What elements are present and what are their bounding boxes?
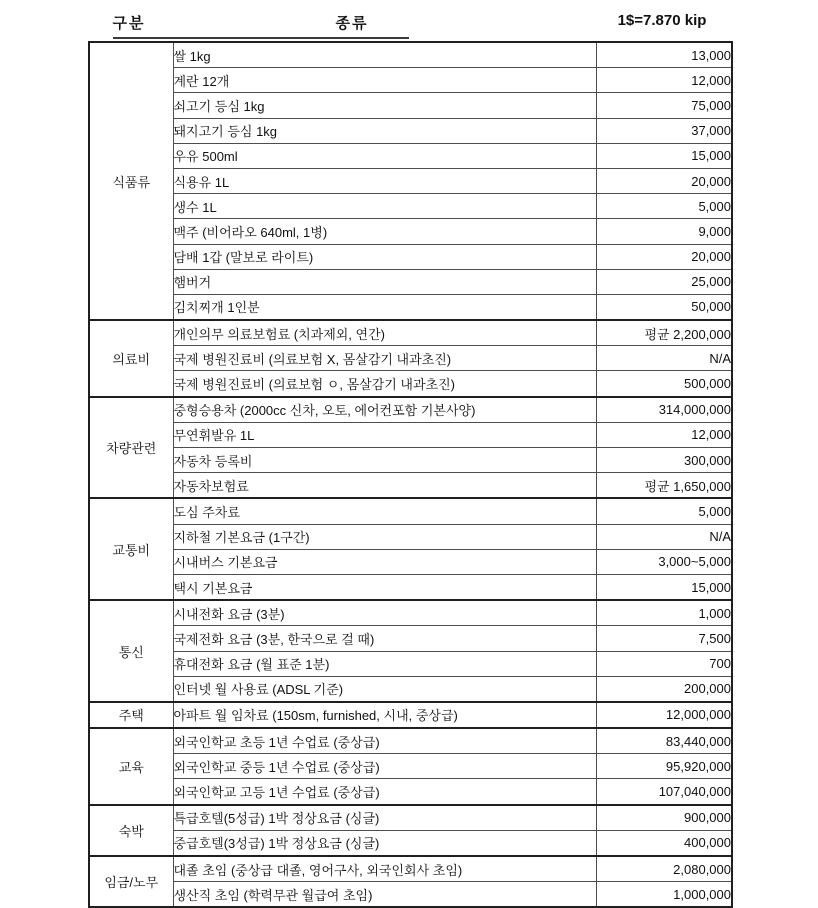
item-cell: 맥주 (비어라오 640ml, 1병) — [173, 219, 596, 244]
value-cell: 700 — [596, 651, 732, 676]
item-cell: 시내버스 기본요금 — [173, 549, 596, 574]
item-cell: 자동차 등록비 — [173, 448, 596, 473]
item-cell: 김치찌개 1인분 — [173, 294, 596, 320]
value-cell: 12,000 — [596, 422, 732, 447]
value-cell: 900,000 — [596, 805, 732, 831]
header-col-category: 구분 — [112, 15, 146, 32]
price-table — [88, 41, 733, 908]
table-row — [89, 574, 732, 600]
value-cell: 9,000 — [596, 219, 732, 244]
table-row — [89, 42, 732, 68]
table-row — [89, 371, 732, 397]
table-row — [89, 626, 732, 651]
header-exchange-rate: 1$=7.870 kip — [617, 12, 707, 29]
item-cell: 대졸 초임 (중상급 대졸, 영어구사, 외국인회사 초임) — [173, 856, 596, 882]
item-cell: 식용유 1L — [173, 168, 596, 193]
value-cell: 15,000 — [596, 574, 732, 600]
table-row — [89, 676, 732, 702]
table-row — [89, 269, 732, 294]
value-cell: 1,000 — [596, 600, 732, 626]
value-cell: 25,000 — [596, 269, 732, 294]
table-row — [89, 422, 732, 447]
value-cell: 20,000 — [596, 168, 732, 193]
item-cell: 외국인학교 초등 1년 수업료 (중상급) — [173, 728, 596, 754]
value-cell: 400,000 — [596, 830, 732, 856]
table-row — [89, 219, 732, 244]
value-cell: 5,000 — [596, 194, 732, 219]
value-cell: 7,500 — [596, 626, 732, 651]
item-cell: 시내전화 요금 (3분) — [173, 600, 596, 626]
item-cell: 아파트 월 임차료 (150sm, furnished, 시내, 중상급) — [173, 702, 596, 728]
table-row — [89, 68, 732, 93]
category-cell: 교통비 — [89, 498, 173, 600]
table-row — [89, 882, 732, 908]
item-cell: 쇠고기 등심 1kg — [173, 93, 596, 118]
table-row — [89, 320, 732, 346]
table-row — [89, 600, 732, 626]
value-cell: 12,000,000 — [596, 702, 732, 728]
item-cell: 외국인학교 중등 1년 수업료 (중상급) — [173, 754, 596, 779]
item-cell: 무연휘발유 1L — [173, 422, 596, 447]
value-cell: 12,000 — [596, 68, 732, 93]
category-cell: 교육 — [89, 728, 173, 805]
table-row — [89, 728, 732, 754]
category-cell: 임금/노무 — [89, 856, 173, 907]
value-cell: 300,000 — [596, 448, 732, 473]
value-cell: 500,000 — [596, 371, 732, 397]
item-cell: 국제 병원진료비 (의료보험 X, 몸살감기 내과초진) — [173, 346, 596, 371]
table-row — [89, 702, 732, 728]
item-cell: 국제전화 요금 (3분, 한국으로 걸 때) — [173, 626, 596, 651]
item-cell: 담배 1갑 (말보로 라이트) — [173, 244, 596, 269]
table-row — [89, 856, 732, 882]
table-row — [89, 473, 732, 499]
table-row — [89, 754, 732, 779]
item-cell: 중형승용차 (2000cc 신차, 오토, 에어컨포함 기본사양) — [173, 397, 596, 423]
item-cell: 국제 병원진료비 (의료보험 ㅇ, 몸살감기 내과초진) — [173, 371, 596, 397]
value-cell: 3,000~5,000 — [596, 549, 732, 574]
value-cell: N/A — [596, 524, 732, 549]
table-row — [89, 779, 732, 805]
table-row — [89, 397, 732, 423]
value-cell: 200,000 — [596, 676, 732, 702]
item-cell: 햄버거 — [173, 269, 596, 294]
table-row — [89, 346, 732, 371]
item-cell: 자동차보험료 — [173, 473, 596, 499]
item-cell: 돼지고기 등심 1kg — [173, 118, 596, 143]
item-cell: 휴대전화 요금 (월 표준 1분) — [173, 651, 596, 676]
item-cell: 생수 1L — [173, 194, 596, 219]
price-table-body — [89, 42, 732, 907]
category-cell: 통신 — [89, 600, 173, 702]
table-row — [89, 549, 732, 574]
category-cell: 의료비 — [89, 320, 173, 397]
value-cell: 83,440,000 — [596, 728, 732, 754]
table-row — [89, 830, 732, 856]
category-cell: 숙박 — [89, 805, 173, 856]
table-row — [89, 294, 732, 320]
category-cell: 차량관련 — [89, 397, 173, 499]
value-cell: 37,000 — [596, 118, 732, 143]
value-cell: 13,000 — [596, 42, 732, 68]
value-cell: 314,000,000 — [596, 397, 732, 423]
table-row — [89, 194, 732, 219]
table-row — [89, 498, 732, 524]
value-cell: 50,000 — [596, 294, 732, 320]
value-cell: N/A — [596, 346, 732, 371]
table-row — [89, 143, 732, 168]
value-cell: 2,080,000 — [596, 856, 732, 882]
category-cell: 식품류 — [89, 42, 173, 320]
item-cell: 쌀 1kg — [173, 42, 596, 68]
table-row — [89, 651, 732, 676]
table-row — [89, 93, 732, 118]
item-cell: 생산직 초임 (학력무관 월급여 초임) — [173, 882, 596, 908]
header-underline — [113, 37, 409, 39]
value-cell: 1,000,000 — [596, 882, 732, 908]
table-row — [89, 244, 732, 269]
value-cell: 75,000 — [596, 93, 732, 118]
item-cell: 인터넷 월 사용료 (ADSL 기준) — [173, 676, 596, 702]
value-cell: 95,920,000 — [596, 754, 732, 779]
item-cell: 개인의무 의료보험료 (치과제외, 연간) — [173, 320, 596, 346]
item-cell: 계란 12개 — [173, 68, 596, 93]
table-row — [89, 524, 732, 549]
table-row — [89, 118, 732, 143]
item-cell: 중급호텔(3성급) 1박 정상요금 (싱글) — [173, 830, 596, 856]
table-row — [89, 448, 732, 473]
value-cell: 15,000 — [596, 143, 732, 168]
item-cell: 도심 주차료 — [173, 498, 596, 524]
item-cell: 특급호텔(5성급) 1박 정상요금 (싱글) — [173, 805, 596, 831]
value-cell: 평균 2,200,000 — [596, 320, 732, 346]
item-cell: 지하철 기본요금 (1구간) — [173, 524, 596, 549]
value-cell: 5,000 — [596, 498, 732, 524]
category-cell: 주택 — [89, 702, 173, 728]
item-cell: 택시 기본요금 — [173, 574, 596, 600]
table-row — [89, 805, 732, 831]
header-col-item: 종류 — [335, 15, 369, 32]
item-cell: 외국인학교 고등 1년 수업료 (중상급) — [173, 779, 596, 805]
value-cell: 평균 1,650,000 — [596, 473, 732, 499]
value-cell: 20,000 — [596, 244, 732, 269]
item-cell: 우유 500ml — [173, 143, 596, 168]
table-row — [89, 168, 732, 193]
value-cell: 107,040,000 — [596, 779, 732, 805]
